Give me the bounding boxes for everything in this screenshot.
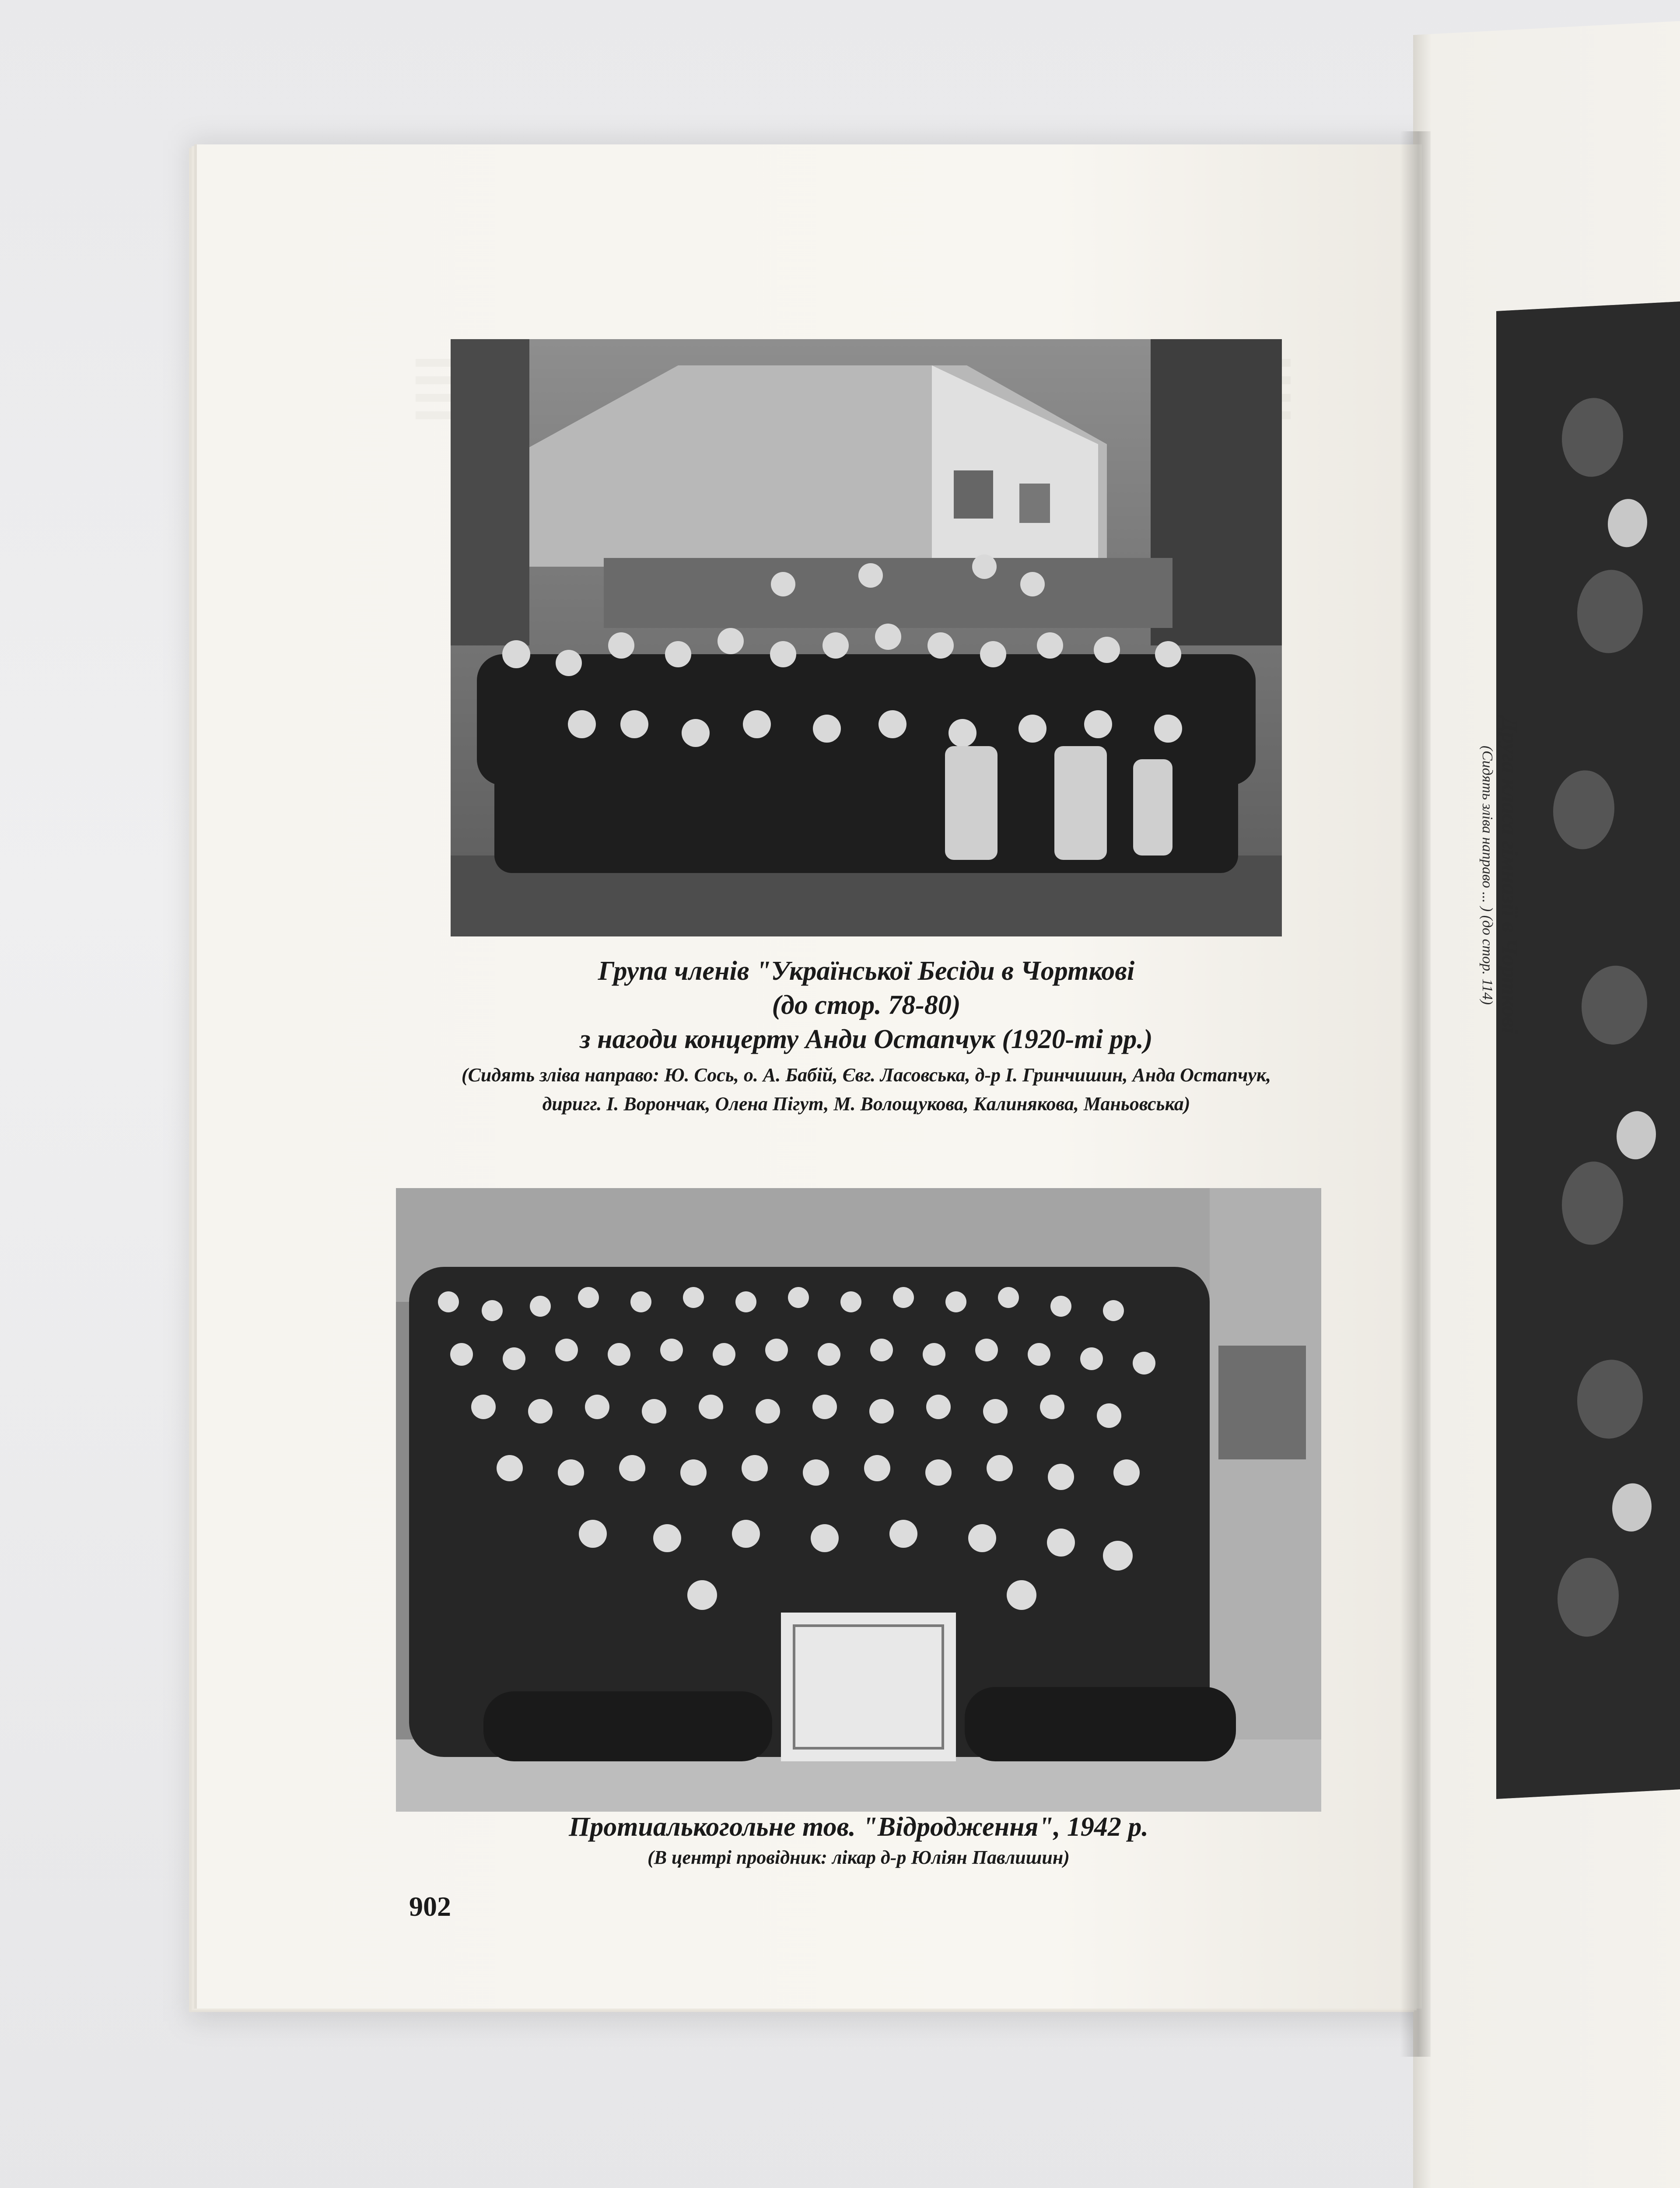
photo1-caption-line3: з нагоди концерту Анди Остапчук (1920-ті рр.)	[580, 1024, 1153, 1054]
right-caption-detail: (Сидять зліва направо ... ) (до стор. 114)	[1479, 745, 1495, 1005]
group-photo-icon	[451, 339, 1282, 936]
photo2-caption	[396, 1809, 1321, 1871]
book-gutter	[1400, 131, 1431, 2057]
photo1-caption	[451, 954, 1282, 1119]
photo1-caption-detail: (Сидять зліва направо: Ю. Сось, о. А. Бабій, Євг. Ласовська, д-р І. Гринчишин, Анда Остапчук, диригг. І. Ворончак, Олена Пігут, М. Волощукова, Калинякова, Маньовська)	[461, 1064, 1271, 1115]
right-page-photo	[1496, 302, 1680, 1799]
photo1-caption-line1: Група членів "Української Бесіди в Чорткові	[598, 956, 1135, 986]
photo1-caption-line2: (до стор. 78-80)	[772, 990, 961, 1020]
photo2-caption-line1: Протиалькогольне тов. "Відродження", 1942 р.	[569, 1812, 1148, 1842]
group-photo-1	[451, 339, 1282, 936]
group-photo-2	[396, 1188, 1321, 1812]
right-page-caption	[1418, 569, 1522, 1182]
page-number: 902	[409, 1891, 451, 1922]
right-caption-title: Друга класа гімназії в Чорткові	[1497, 716, 1522, 1034]
photo2-caption-detail: (В центрі провідник: лікар д-р Юліян Павлишин)	[648, 1847, 1070, 1868]
group-photo-icon	[396, 1188, 1321, 1812]
